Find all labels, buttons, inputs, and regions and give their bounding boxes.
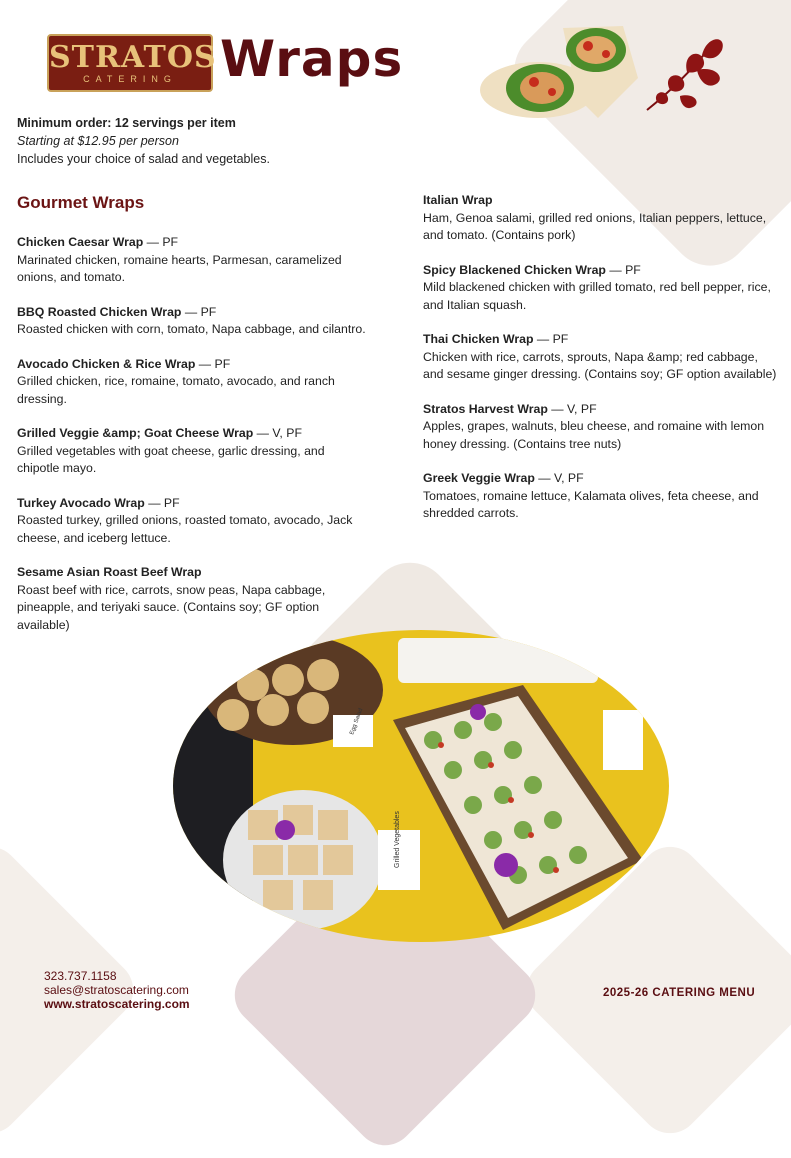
brand-logo <box>47 34 217 92</box>
item-desc: Ham, Genoa salami, grilled red onions, Italian peppers, lettuce, and tomato. (Contains pork) <box>423 210 767 242</box>
item-name: Chicken Caesar Wrap <box>17 235 144 249</box>
contact-info <box>44 969 190 1011</box>
menu-item <box>423 331 778 384</box>
starting-price: Starting at $12.95 per person <box>17 134 179 148</box>
item-desc: Marinated chicken, romaine hearts, Parmesan, caramelized onions, and tomato. <box>17 252 342 284</box>
item-tag: — PF <box>143 235 179 249</box>
item-tag: — V, PF <box>534 471 584 485</box>
menu-column-right <box>423 192 778 540</box>
item-name: Italian Wrap <box>423 193 493 207</box>
menu-item <box>423 262 778 315</box>
phone-number: 323.737.1158 <box>44 969 117 983</box>
item-desc: Grilled chicken, rice, romaine, tomato, avocado, and ranch dressing. <box>17 374 335 406</box>
item-desc: Roasted turkey, grilled onions, roasted tomato, avocado, Jack cheese, and iceberg lettuce. <box>17 513 353 545</box>
minimum-order: Minimum order: 12 servings per item <box>17 116 236 130</box>
menu-column-left <box>17 234 367 651</box>
photo-card-label: Grilled Vegetables <box>394 811 401 868</box>
item-tag: — PF <box>533 332 569 346</box>
includes-text: Includes your choice of salad and vegetables. <box>17 152 270 166</box>
item-desc: Roast beef with rice, carrots, snow peas, Napa cabbage, pineapple, and teriyaki sauce. (Contains soy; GF option available) <box>17 582 326 632</box>
menu-item <box>17 495 367 548</box>
item-name: Spicy Blackened Chicken Wrap <box>423 262 606 277</box>
website-link[interactable]: www.stratoscatering.com <box>44 997 190 1011</box>
item-desc: Mild blackened chicken with grilled tomato, red bell pepper, rice, and Italian squash. <box>423 280 771 312</box>
item-desc: Tomatoes, romaine lettuce, Kalamata olives, feta cheese, and shredded carrots. <box>423 488 759 520</box>
menu-item <box>17 234 367 287</box>
item-name: Avocado Chicken & Rice Wrap <box>17 356 196 371</box>
menu-item <box>17 425 367 478</box>
item-name: Thai Chicken Wrap <box>423 332 534 346</box>
intro <box>17 114 270 168</box>
item-name: Greek Veggie Wrap <box>423 471 535 485</box>
item-desc: Chicken with rice, carrots, sprouts, Napa &amp; red cabbage, and sesame ginger dressing. (Contains soy; GF option available) <box>423 349 777 381</box>
item-desc: Grilled vegetables with goat cheese, garlic dressing, and chipotle mayo. <box>17 443 325 475</box>
brand-sub: CATERING <box>83 74 177 84</box>
item-name: BBQ Roasted Chicken Wrap <box>17 304 182 319</box>
catering-photo <box>173 630 669 942</box>
item-desc: Roasted chicken with corn, tomato, Napa cabbage, and cilantro. <box>17 322 366 336</box>
item-tag: — PF <box>181 304 217 319</box>
item-tag: — V, PF <box>547 401 597 416</box>
menu-item <box>423 192 778 245</box>
item-tag: — V, PF <box>253 426 302 440</box>
brand-name: STRATOS <box>49 40 217 75</box>
item-tag: — PF <box>605 262 641 277</box>
item-tag: — PF <box>195 356 231 371</box>
footer-label: 2025-26 CATERING MENU <box>603 987 756 999</box>
wrap-illustration <box>478 18 648 128</box>
item-name: Sesame Asian Roast Beef Wrap <box>17 565 202 579</box>
photo-card-label: Egg Salad <box>349 707 365 736</box>
menu-item <box>423 470 778 523</box>
item-tag: — PF <box>144 495 180 510</box>
item-name: Turkey Avocado Wrap <box>17 495 145 510</box>
page-title: Wraps <box>220 30 404 88</box>
leaf-icon <box>642 30 732 120</box>
menu-item <box>17 304 367 339</box>
item-desc: Apples, grapes, walnuts, bleu cheese, and romaine with lemon honey dressing. (Contains tree nuts) <box>423 419 765 451</box>
menu-item <box>423 401 778 454</box>
item-name: Stratos Harvest Wrap <box>423 401 548 416</box>
item-name: Grilled Veggie &amp; Goat Cheese Wrap <box>17 426 254 440</box>
email-address: sales@stratoscatering.com <box>44 983 189 997</box>
menu-item <box>17 564 367 634</box>
section-title: Gourmet Wraps <box>17 193 145 212</box>
menu-item <box>17 356 367 409</box>
